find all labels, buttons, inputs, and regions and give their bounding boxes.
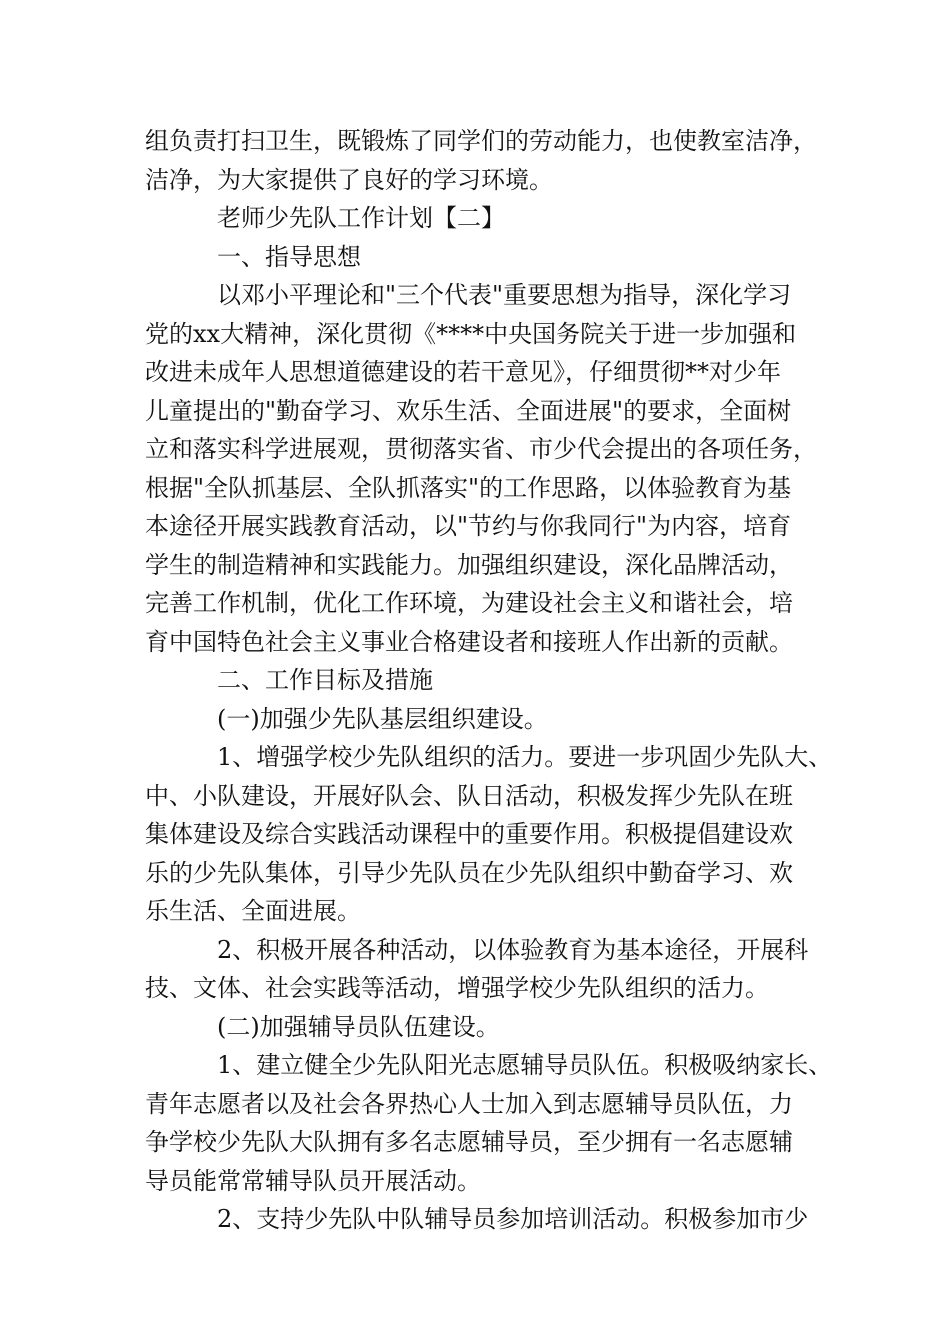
text-line: 导员能常常辅导队员开展活动。 <box>145 1166 481 1195</box>
text-line: 根据"全队抓基层、全队抓落实"的工作思路，以体验教育为基 <box>145 473 792 502</box>
text-line: (一)加强少先队基层组织建设。 <box>217 704 548 733</box>
text-line: 争学校少先队大队拥有多名志愿辅导员，至少拥有一名志愿辅 <box>145 1128 793 1156</box>
text-line: 青年志愿者以及社会各界热心人士加入到志愿辅导员队伍，力 <box>145 1089 793 1118</box>
text-line: 党的xx大精神，深化贯彻《****中央国务院关于进一步加强和 <box>145 319 797 348</box>
document-body <box>145 122 833 1239</box>
text-line: 集体建设及综合实践活动课程中的重要作用。积极提倡建设欢 <box>145 820 793 848</box>
text-line: 1、增强学校少先队组织的活力。要进一步巩固少先队大、 <box>217 743 833 771</box>
text-line: 2、支持少先队中队辅导员参加培训活动。积极参加市少 <box>217 1205 809 1233</box>
text-line: 乐生活、全面进展。 <box>145 897 361 925</box>
text-line: 技、文体、社会实践等活动，增强学校少先队组织的活力。 <box>145 974 769 1002</box>
text-line: (二)加强辅导员队伍建设。 <box>217 1012 500 1041</box>
text-line: 1、建立健全少先队阳光志愿辅导员队伍。积极吸纳家长、 <box>217 1051 833 1079</box>
text-line: 立和落实科学进展观，贯彻落实省、市少代会提出的各项任务， <box>145 435 817 463</box>
text-line: 儿童提出的"勤奋学习、欢乐生活、全面进展"的要求，全面树 <box>145 396 792 425</box>
text-line: 本途径开展实践教育活动，以"节约与你我同行"为内容，培育 <box>145 512 792 540</box>
text-line: 老师少先队工作计划【二】 <box>217 204 505 232</box>
text-line: 洁净，为大家提供了良好的学习环境。 <box>145 165 553 194</box>
text-line: 完善工作机制，优化工作环境，为建设社会主义和谐社会，培 <box>145 589 793 617</box>
text-line: 组负责打扫卫生，既锻炼了同学们的劳动能力，也使教室洁净， <box>145 127 817 155</box>
text-line: 2、积极开展各种活动，以体验教育为基本途径，开展科 <box>217 935 809 964</box>
text-line: 以邓小平理论和"三个代表"重要思想为指导，深化学习 <box>217 281 792 309</box>
text-line: 学生的制造精神和实践能力。加强组织建设，深化品牌活动， <box>145 550 793 579</box>
text-line: 一、指导思想 <box>217 242 361 271</box>
text-line: 中、小队建设，开展好队会、队日活动，积极发挥少先队在班 <box>145 781 793 810</box>
text-line: 乐的少先队集体，引导少先队员在少先队组织中勤奋学习、欢 <box>145 858 793 887</box>
text-line: 育中国特色社会主义事业合格建设者和接班人作出新的贡献。 <box>145 627 793 656</box>
text-line: 改进未成年人思想道德建设的若干意见》，仔细贯彻**对少年 <box>145 358 781 386</box>
text-line: 二、工作目标及措施 <box>217 666 433 694</box>
